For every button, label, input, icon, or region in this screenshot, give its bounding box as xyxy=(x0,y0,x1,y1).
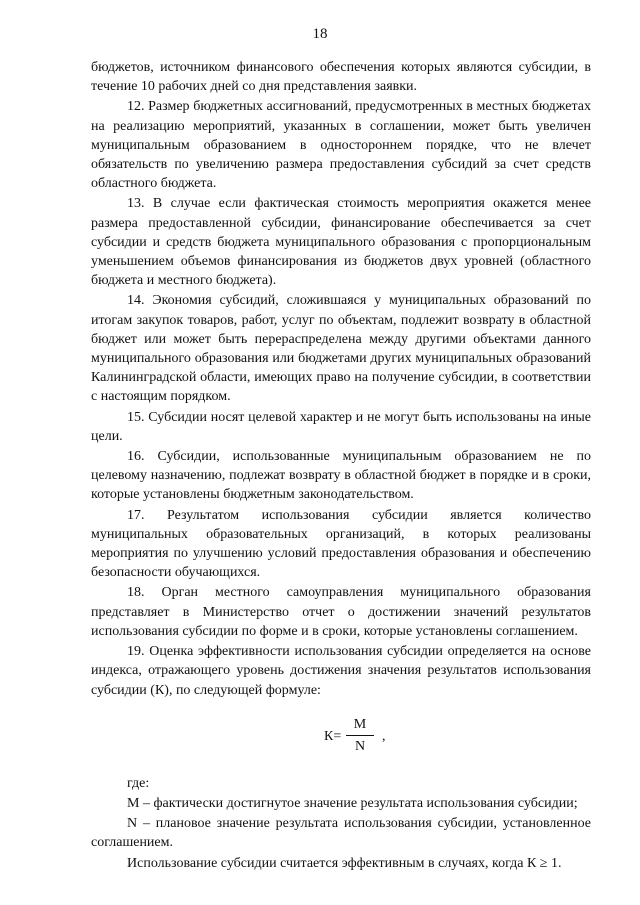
formula-denominator: N xyxy=(354,738,366,754)
formula-comma: , xyxy=(382,728,386,744)
paragraph-conclusion: Использование субсидии считается эффективным в случаях, когда К ≥ 1. xyxy=(127,855,562,871)
paragraph-17: 17. Результатом использования субсидии является количество муниципальных образовательных организаций, в которых реализованы мероприятия по улучшению условий предоставления образования и обеспечению безопасности обучающихся. xyxy=(91,507,591,581)
paragraph-12: 12. Размер бюджетных ассигнований, предусмотренных в местных бюджетах на реализацию мероприятий, указанных в соглашении, может быть увеличен муниципальным образованием в одностороннем порядке, что не влечет обязательств по увеличению размера предоставления субсидий за счет средств областного бюджета. xyxy=(91,99,591,192)
paragraph-15: 15. Субсидии носят целевой характер и не могут быть использованы на иные цели. xyxy=(91,409,591,444)
paragraph-16: 16. Субсидии, использованные муниципальным образованием не по целевому назначению, подлежат возврату в областной бюджет в порядке и в сроки, которые установлены бюджетным законодательством. xyxy=(91,449,591,503)
formula-numerator: M xyxy=(353,716,367,732)
page-number: 18 xyxy=(312,26,328,42)
paragraph-18: 18. Орган местного самоуправления муниципального образования представляет в Министерство отчет о достижении значений результатов использования субсидии по форме и в сроки, которые установлены соглашением. xyxy=(91,585,591,639)
definitions-where: где: xyxy=(127,775,150,791)
formula-lhs: К= xyxy=(324,728,342,744)
fraction-bar xyxy=(346,735,374,736)
paragraph-13: 13. В случае если фактическая стоимость мероприятия окажется менее размера предоставленной субсидии, финансирование обеспечивается за счет субсидии и средств бюджета муниципального образования с пропорциональным уменьшением объемов финансирования из бюджетов двух уровней (областного бюджета и местного бюджета). xyxy=(91,196,591,289)
paragraph-19: 19. Оценка эффективности использования субсидии определяется на основе индекса, отражающего уровень достижения значения результатов использования субсидии (К), по следующей формуле: xyxy=(91,644,591,698)
document-body xyxy=(91,58,591,873)
paragraph-11-continuation: бюджетов, источником финансового обеспечения которых являются субсидии, в течение 10 рабочих дней со дня представления заявки. xyxy=(91,60,591,95)
definition-m: М – фактически достигнутое значение результата использования субсидии; xyxy=(127,795,578,811)
definition-n: N – плановое значение результата использования субсидии, установленное соглашением. xyxy=(91,816,591,851)
paragraph-14: 14. Экономия субсидий, сложившаяся у муниципальных образований по итогам закупок товаров, работ, услуг по объектам, подлежит возврату в областной бюджет или может быть перераспределена между другими объектами данного муниципального образования или бюджетами других муниципальных образований Калининградской области, имеющих право на получение субсидии, в соответствии с настоящим порядком. xyxy=(91,293,591,405)
efficiency-formula xyxy=(91,708,591,764)
